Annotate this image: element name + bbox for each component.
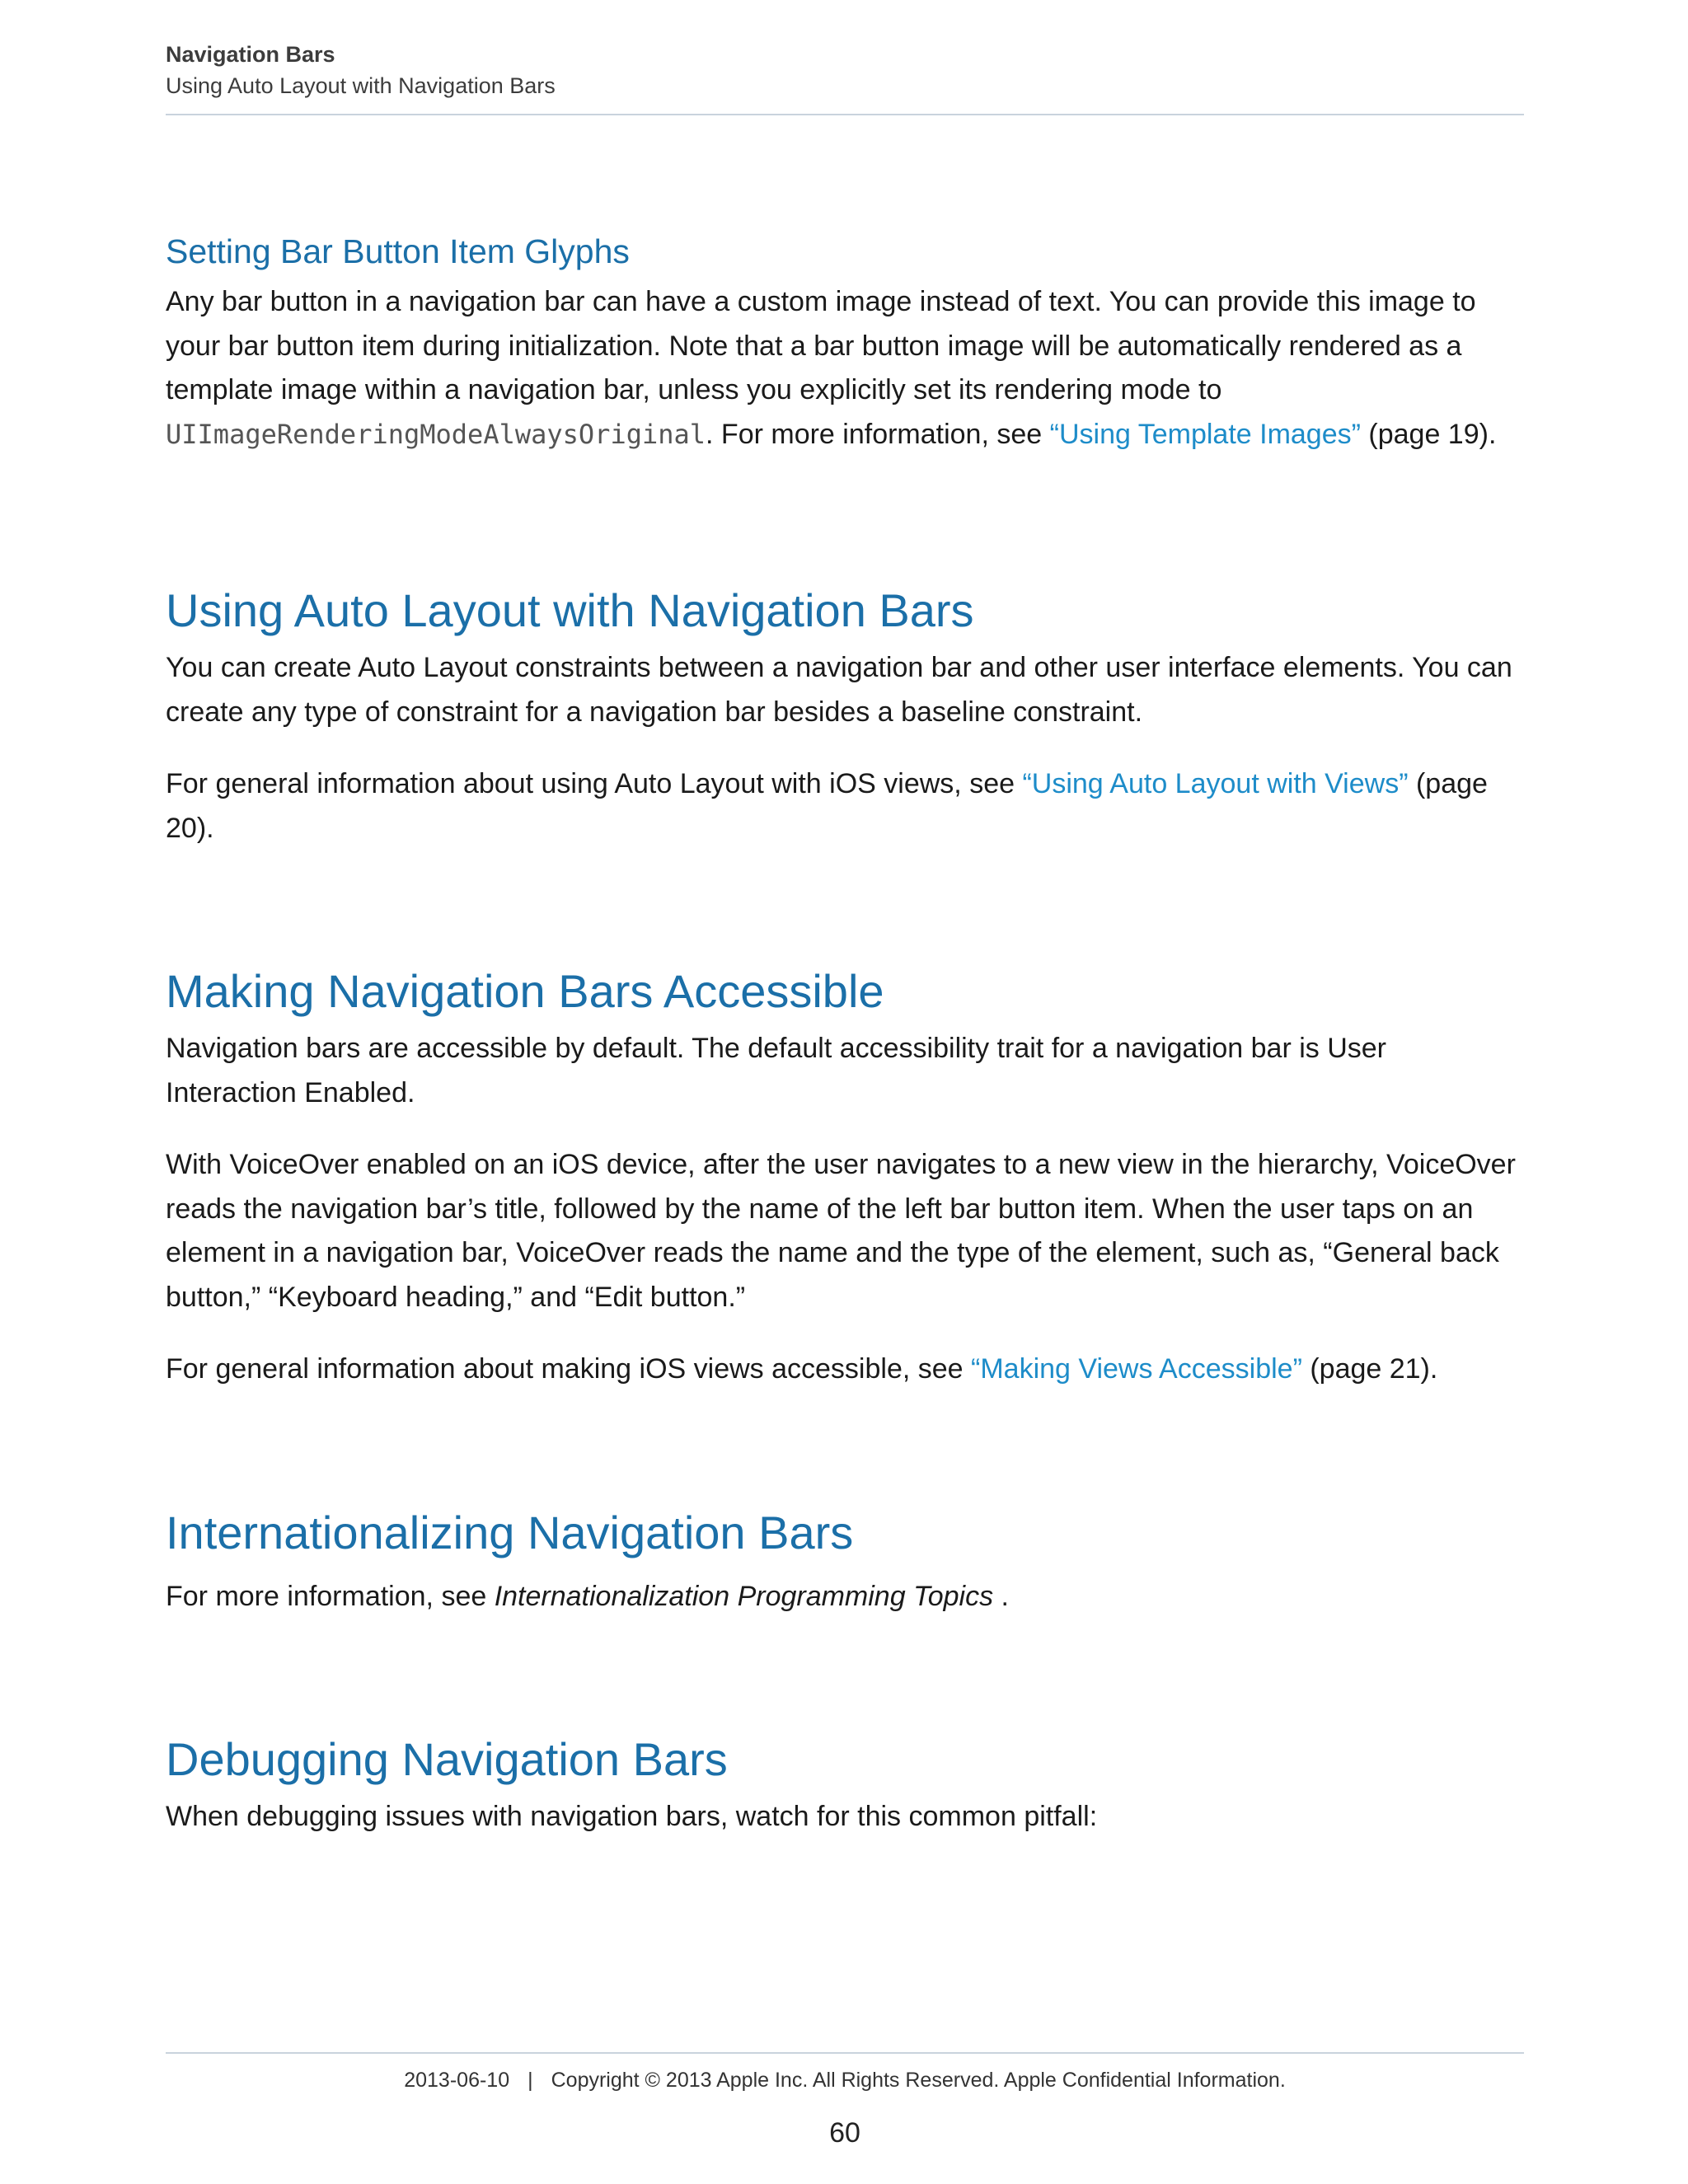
heading-making-navigation-bars-accessible: Making Navigation Bars Accessible xyxy=(166,965,884,1017)
glyphs-text: Any bar button in a navigation bar can have a custom image instead of text. You can provide this image to your bar button item during initialization. Note that a bar button image will be automatically rendered as a template image within a navigation bar, unless you explicitly set its rendering mode to xyxy=(166,286,1476,405)
code-rendering-mode: UIImageRenderingModeAlwaysOriginal xyxy=(166,418,706,450)
paragraph-auto-layout-2 xyxy=(166,762,1524,851)
paragraph-glyphs xyxy=(166,280,1524,457)
footer-date: 2013-06-10 xyxy=(404,2069,510,2092)
i18n-text: For more information, see xyxy=(166,1580,495,1612)
footer-copyright-line xyxy=(166,2065,1524,2095)
header-chapter-title: Navigation Bars xyxy=(166,42,335,67)
paragraph-auto-layout-1: You can create Auto Layout constraints between a navigation bar and other user interface elements. You can create any type of constraint for a navigation bar besides a baseline constraint. xyxy=(166,652,1512,728)
paragraph-i18n xyxy=(166,1575,1524,1619)
paragraph-accessible-3 xyxy=(166,1347,1524,1392)
heading-debugging-navigation-bars: Debugging Navigation Bars xyxy=(166,1733,728,1785)
footer-copyright: Copyright © 2013 Apple Inc. All Rights Reserved. Apple Confidential Information. xyxy=(551,2069,1286,2092)
running-header xyxy=(166,40,1524,102)
page-content xyxy=(166,229,1524,1868)
footer-divider xyxy=(166,2052,1524,2054)
page-number: 60 xyxy=(829,2117,860,2149)
i18n-book-title: Internationalization Programming Topics xyxy=(494,1580,994,1612)
link-making-views-accessible[interactable]: “Making Views Accessible” xyxy=(971,1353,1302,1385)
paragraph-accessible-2: With VoiceOver enabled on an iOS device, after the user navigates to a new view in the hierarchy, VoiceOver reads the navigation bar’s title, followed by the name of the left bar button item. When the user taps on an element in a navigation bar, VoiceOver reads the name and the type of the element, such as, “General back button,” “Keyboard heading,” and “Edit button.” xyxy=(166,1149,1516,1313)
auto-layout-text-2: (page 20). xyxy=(166,768,1488,844)
header-divider xyxy=(166,114,1524,115)
glyphs-text-2: . For more information, see xyxy=(706,418,1050,450)
glyphs-text-3: (page 19). xyxy=(1360,418,1497,450)
link-using-template-images[interactable]: “Using Template Images” xyxy=(1049,418,1361,450)
document-page xyxy=(166,0,1524,2184)
paragraph-accessible-1: Navigation bars are accessible by default. The default accessibility trait for a navigation bar is User Interaction Enabled. xyxy=(166,1033,1387,1108)
auto-layout-text: For general information about using Auto Layout with iOS views, see xyxy=(166,768,1023,799)
header-section-title: Using Auto Layout with Navigation Bars xyxy=(166,73,556,98)
paragraph-debugging: When debugging issues with navigation bars, watch for this common pitfall: xyxy=(166,1801,1098,1832)
i18n-text-2: . xyxy=(993,1580,1010,1612)
footer-separator: | xyxy=(528,2069,533,2092)
accessible-text-2: (page 21). xyxy=(1301,1353,1438,1385)
accessible-text: For general information about making iOS views accessible, see xyxy=(166,1353,972,1385)
heading-using-auto-layout: Using Auto Layout with Navigation Bars xyxy=(166,584,974,636)
heading-setting-bar-button-item-glyphs: Setting Bar Button Item Glyphs xyxy=(166,232,630,270)
heading-internationalizing-navigation-bars: Internationalizing Navigation Bars xyxy=(166,1506,854,1558)
link-using-auto-layout-with-views[interactable]: “Using Auto Layout with Views” xyxy=(1022,768,1409,799)
